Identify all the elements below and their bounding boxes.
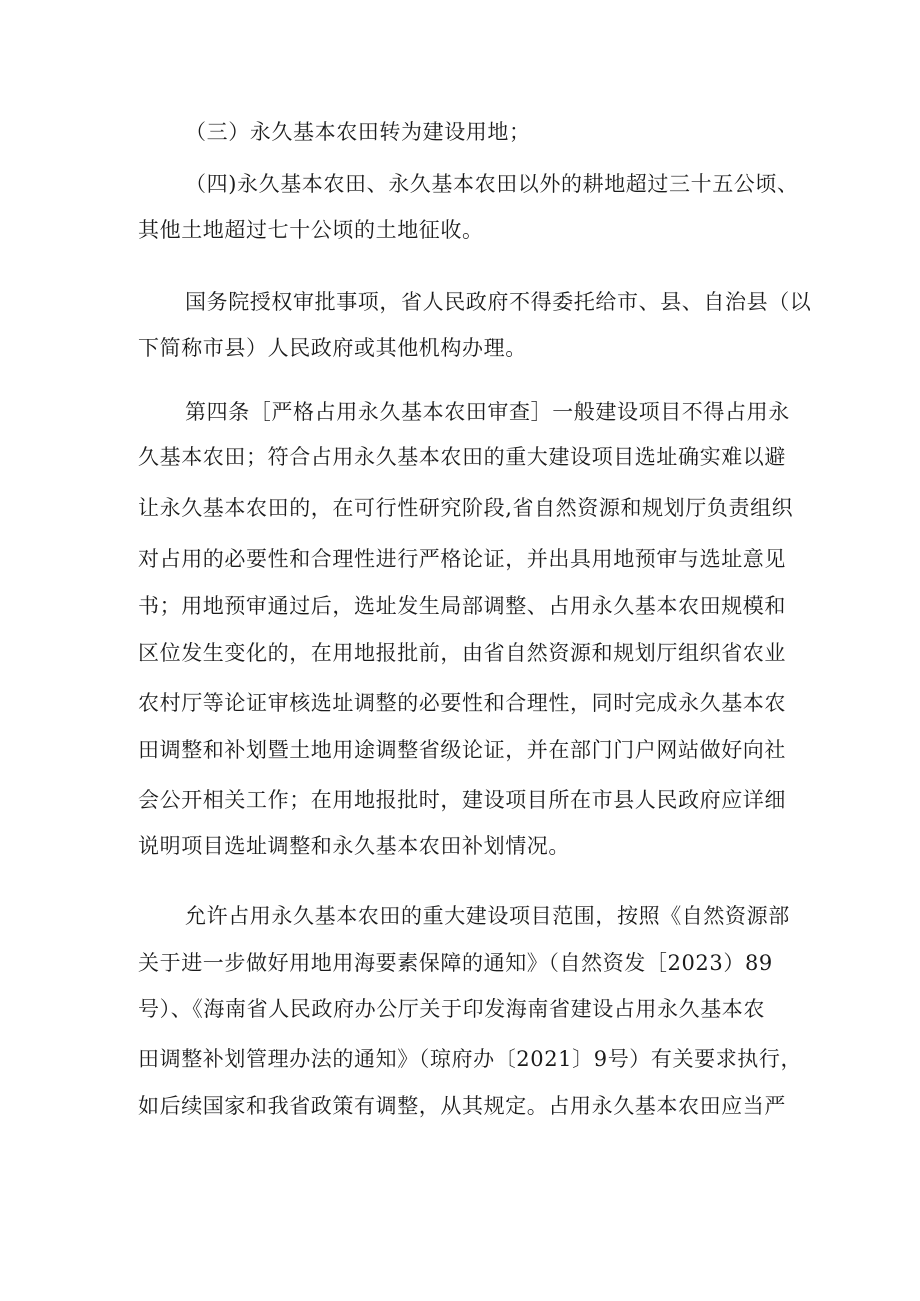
text-line: 让永久基本农田的，在可行性研究阶段,省自然资源和规划厅负责组织: [138, 496, 794, 520]
text-line: 农村厅等论证审核选址调整的必要性和合理性，同时完成永久基本农: [138, 691, 786, 715]
text-line: 说明项目选址调整和永久基本农田补划情况。: [138, 834, 570, 858]
text-line: 对占用的必要性和合理性进行严格论证，并出具用地预审与选址意见: [138, 547, 786, 571]
text-line: 号）、《海南省人民政府办公厅关于印发海南省建设占用永久基本农: [138, 997, 765, 1021]
text-line: 下简称市县）人民政府或其他机构办理。: [138, 336, 527, 360]
text-line: 关于进一步做好用地用海要素保障的通知》（自然资发［2023）89: [138, 951, 773, 975]
text-line: 第四条［严格占用永久基本农田审查］一般建设项目不得占用永: [185, 400, 790, 424]
text-line: 田调整和补划暨土地用途调整省级论证，并在部门门户网站做好向社: [138, 738, 786, 762]
text-line: 久基本农田；符合占用永久基本农田的重大建设项目选址确实难以避: [138, 445, 786, 469]
text-line: 田调整补划管理办法的通知》（琼府办〔2021〕9号）有关要求执行，: [138, 1047, 803, 1071]
text-line: 书；用地预审通过后，选址发生局部调整、占用永久基本农田规模和: [138, 594, 786, 618]
text-line: 其他土地超过七十公顷的土地征收。: [138, 218, 484, 242]
text-line: （四)永久基本农田、永久基本农田以外的耕地超过三十五公顷、: [185, 172, 799, 196]
text-line: （三）永久基本农田转为建设用地；: [185, 120, 531, 144]
text-line: 国务院授权审批事项，省人民政府不得委托给市、县、自治县（以: [185, 290, 812, 314]
text-line: 会公开相关工作；在用地报批时，建设项目所在市县人民政府应详细: [138, 788, 786, 812]
text-line: 允许占用永久基本农田的重大建设项目范围，按照《自然资源部: [185, 904, 790, 928]
text-line: 区位发生变化的，在用地报批前，由省自然资源和规划厅组织省农业: [138, 641, 786, 665]
text-line: 如后续国家和我省政策有调整，从其规定。占用永久基本农田应当严: [138, 1094, 786, 1118]
